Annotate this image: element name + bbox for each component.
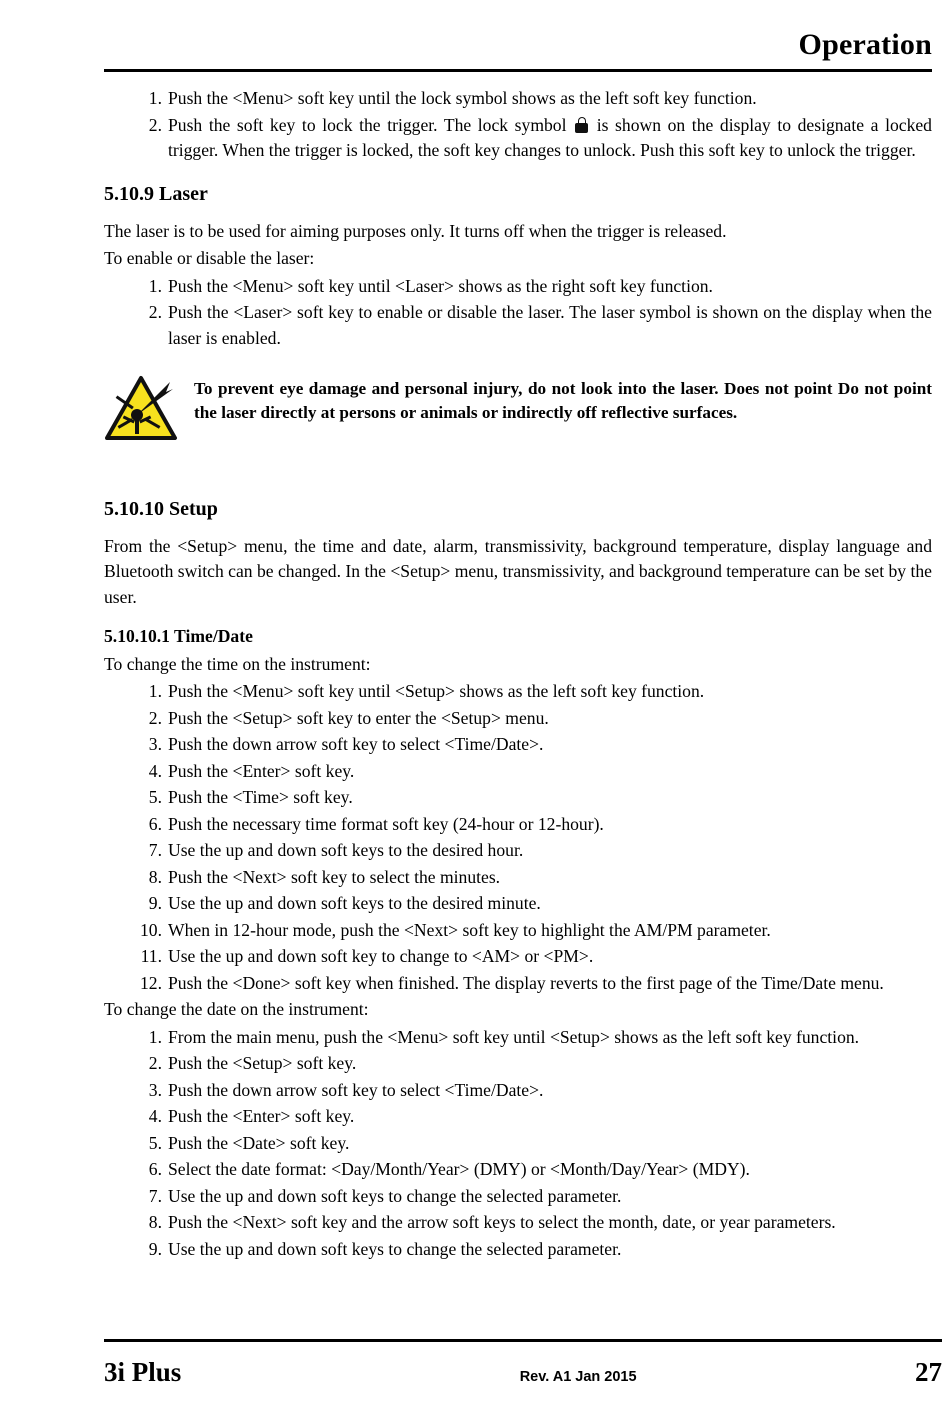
footer-product-name: 3i Plus [104,1357,182,1387]
list-item-number: 2. [148,302,162,322]
list-item-number: 3. [148,734,162,754]
footer-revision: Rev. A1 Jan 2015 [519,1369,637,1385]
list-item-text: Push the <Done> soft key when finished. The display reverts to the first page of the Time/Date menu. [168,972,884,993]
list-item-text: Use the up and down soft key to change to <AM> or <PM>. [168,946,594,966]
list-item [104,1051,932,1077]
list-item [104,706,932,732]
laser-paragraph-1: The laser is to be used for aiming purposes only. It turns off when the trigger is released. [104,220,727,241]
list-item-number: 1. [148,681,162,701]
list-item [104,1078,932,1104]
list-item-number: 11. [140,946,162,966]
list-item-text: Push the <Time> soft key. [168,787,353,807]
list-item-number: 5. [148,787,162,807]
list-item [104,86,932,112]
list-item-text: Push the <Next> soft key and the arrow soft keys to select the month, date, or year parameters. [168,1212,836,1232]
subsection-heading-time-date: 5.10.10.1 Time/Date [104,626,253,646]
footer-divider [104,1339,942,1342]
list-item-text: Push the <Menu> soft key until <Setup> shows as the left soft key function. [168,681,705,701]
list-item-text: Use the up and down soft keys to the desired minute. [168,893,541,913]
footer-page-number: 27 [915,1357,942,1387]
list-item-text: Push the necessary time format soft key (24-hour or 12-hour). [168,813,604,834]
list-item-number: 2. [148,114,162,135]
setup-paragraph-1: From the <Setup> menu, the time and date, alarm, transmissivity, background temperature, display language and Bluetooth switch can be changed. In the <Setup> menu, transmissivity, and background temperature can be set by the user. [104,535,932,607]
list-item-number: 3. [148,1079,162,1100]
list-item-number: 6. [148,1159,162,1179]
list-item-number: 5. [148,1132,162,1153]
page-footer [104,1357,942,1388]
section-heading-laser: 5.10.9 Laser [104,182,208,205]
list-item [104,1237,932,1263]
list-item [104,113,932,164]
list-item-text: Use the up and down soft keys to the desired hour. [168,840,524,860]
list-item-text-after: is shown on the display to designate a locked trigger. When the trigger is locked, the soft key changes to unlock. Push this soft key to unlock the trigger. [168,114,932,160]
list-item [104,944,932,970]
list-item-text: Push the <Setup> soft key to enter the <Setup> menu. [168,707,549,728]
list-item [104,971,932,997]
list-item [104,838,932,864]
list-item-number: 2. [148,707,162,728]
page-title: Operation [798,28,932,61]
list-item [104,759,932,785]
list-item-text: Use the up and down soft keys to change the selected parameter. [168,1238,622,1259]
list-item [104,679,932,705]
list-item-text: Push the <Laser> soft key to enable or disable the laser. The laser symbol is shown on the display when the laser is enabled. [168,302,932,348]
list-item-number: 12. [140,972,162,993]
list-item-number: 2. [148,1053,162,1073]
list-item-text: Push the <Setup> soft key. [168,1053,357,1073]
list-item-number: 9. [148,1238,162,1259]
lock-icon [575,117,588,133]
list-item-number: 7. [148,840,162,860]
section-heading-setup: 5.10.10 Setup [104,497,218,520]
time-change-intro: To change the time on the instrument: [104,653,371,674]
list-item-number: 1. [148,88,162,108]
laser-paragraph-2: To enable or disable the laser: [104,248,315,268]
list-item-number: 4. [148,760,162,781]
list-item [104,300,932,351]
laser-hazard-icon [104,375,178,449]
list-item [104,1210,932,1236]
list-item-number: 7. [148,1185,162,1206]
list-item-number: 1. [148,275,162,296]
list-item-text: When in 12-hour mode, push the <Next> soft key to highlight the AM/PM parameter. [168,919,771,940]
list-item-text: Push the down arrow soft key to select <Time/Date>. [168,1079,544,1100]
list-item-number: 6. [148,813,162,834]
laser-instruction-list [104,274,932,352]
list-item [104,785,932,811]
list-item-text: Push the down arrow soft key to select <Time/Date>. [168,734,544,754]
list-item-text: Push the <Date> soft key. [168,1132,350,1153]
list-item [104,918,932,944]
date-instruction-list [104,1025,932,1263]
laser-warning-block [104,373,932,449]
list-item-text-before: Push the soft key to lock the trigger. The lock symbol [168,114,567,135]
list-item-text: Push the <Menu> soft key until the lock symbol shows as the left soft key function. [168,88,757,108]
list-item-number: 8. [148,1212,162,1232]
list-item [104,732,932,758]
list-item [104,274,932,300]
date-change-intro: To change the date on the instrument: [104,999,369,1019]
list-item-text: From the main menu, push the <Menu> soft key until <Setup> shows as the left soft key function. [168,1026,860,1047]
laser-warning-text: To prevent eye damage and personal injury, do not look into the laser. Does not point Do not point the laser directly at persons or animals or indirectly off reflective surfaces. [194,379,932,423]
list-item [104,891,932,917]
list-item [104,1104,932,1130]
list-item [104,1025,932,1051]
page-header [0,0,940,61]
list-item-number: 8. [148,866,162,887]
lock-instruction-list [104,86,932,164]
list-item [104,1184,932,1210]
list-item-number: 10. [140,919,162,940]
list-item-text: Push the <Enter> soft key. [168,1106,355,1126]
list-item-number: 4. [148,1106,162,1126]
list-item-text: Use the up and down soft keys to change the selected parameter. [168,1185,622,1206]
list-item [104,865,932,891]
list-item [104,1157,932,1183]
list-item-text: Push the <Next> soft key to select the minutes. [168,866,501,887]
list-item [104,812,932,838]
list-item-text: Push the <Enter> soft key. [168,760,355,781]
list-item [104,1131,932,1157]
list-item-text: Push the <Menu> soft key until <Laser> shows as the right soft key function. [168,275,713,296]
list-item-number: 1. [148,1026,162,1047]
list-item-number: 9. [148,893,162,913]
time-instruction-list [104,679,932,996]
list-item-text: Select the date format: <Day/Month/Year> (DMY) or <Month/Day/Year> (MDY). [168,1159,750,1179]
page-content [0,72,940,1262]
